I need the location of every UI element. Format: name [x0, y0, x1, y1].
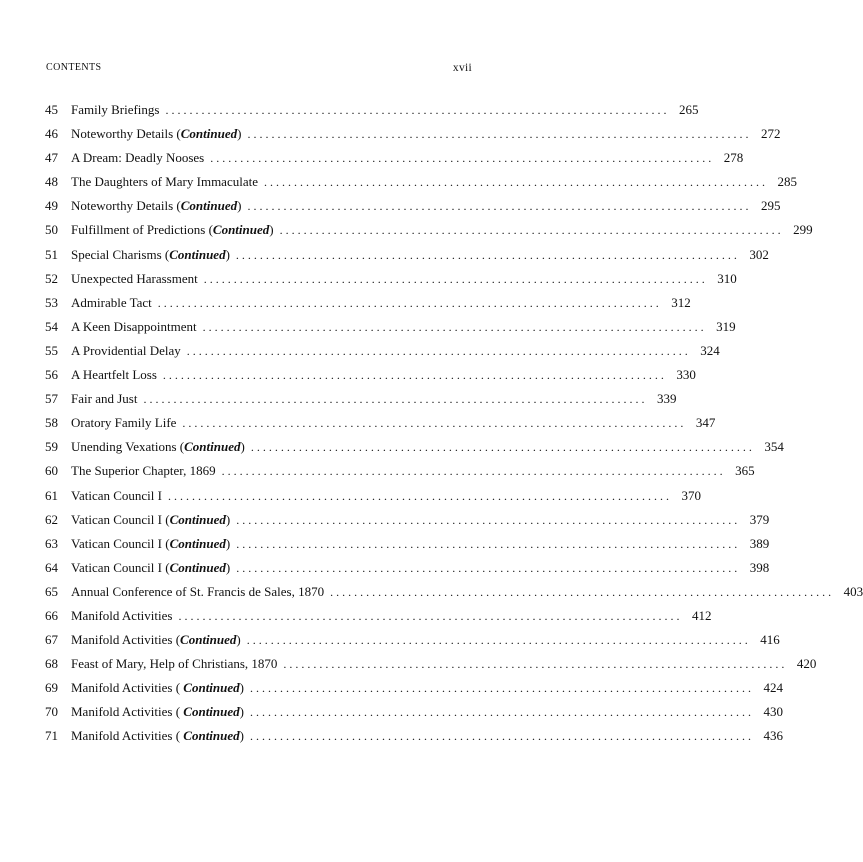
chapter-title-text: Fair and Just — [71, 391, 138, 407]
toc-entry — [45, 98, 699, 122]
chapter-title-text: A Heartfelt Loss — [71, 367, 157, 383]
toc-entry — [45, 676, 783, 700]
chapter-number: 62 — [45, 511, 58, 527]
chapter-title — [71, 652, 277, 676]
chapter-number: 50 — [45, 222, 58, 238]
chapter-page-number: 365 — [735, 463, 755, 479]
dot-leader — [204, 267, 705, 291]
toc-entry — [45, 652, 817, 676]
chapter-page-number: 310 — [717, 270, 737, 286]
dot-leader — [236, 532, 737, 556]
chapter-title — [71, 243, 230, 267]
chapter-number: 63 — [45, 535, 58, 551]
chapter-title-text: Manifold Activities ( — [71, 680, 184, 696]
chapter-title — [71, 170, 258, 194]
dot-leader — [168, 484, 669, 508]
chapter-title-text: Manifold Activities ( — [71, 704, 184, 720]
dot-leader — [247, 122, 748, 146]
toc-entry — [45, 724, 783, 748]
chapter-page-number: 424 — [763, 680, 783, 696]
dot-leader — [182, 411, 683, 435]
dot-leader — [251, 435, 752, 459]
chapter-number: 47 — [45, 150, 58, 166]
chapter-number: 67 — [45, 632, 58, 648]
chapter-title — [71, 532, 230, 556]
chapter-title-text: Admirable Tact — [71, 294, 152, 310]
chapter-page-number: 295 — [760, 198, 781, 214]
toc-entry — [45, 387, 677, 411]
chapter-title — [71, 411, 176, 435]
chapter-page-number: 312 — [671, 294, 691, 310]
dot-leader — [143, 387, 644, 411]
chapter-title — [71, 556, 230, 580]
dot-leader — [250, 676, 751, 700]
chapter-title-text: Manifold Activities ( — [71, 728, 184, 744]
chapter-title — [71, 146, 204, 170]
chapter-title-close: ) — [237, 126, 242, 142]
running-head — [46, 62, 472, 78]
chapter-number: 51 — [45, 246, 58, 262]
chapter-title-close: ) — [239, 728, 244, 744]
chapter-title-continued: Continued — [180, 198, 238, 214]
chapter-title-text: Oratory Family Life — [71, 415, 177, 431]
chapter-title — [71, 218, 274, 242]
chapter-title — [71, 459, 216, 483]
chapter-title — [71, 363, 157, 387]
chapter-title — [71, 387, 137, 411]
chapter-page-number: 389 — [749, 535, 770, 551]
chapter-title — [71, 122, 241, 146]
chapter-page-number: 302 — [749, 246, 769, 262]
chapter-page-number: 403 — [843, 583, 863, 599]
toc-entry — [45, 170, 797, 194]
chapter-number: 57 — [45, 391, 58, 407]
chapter-title — [71, 435, 245, 459]
chapter-number: 59 — [45, 439, 58, 455]
chapter-title-text: Noteworthy Details ( — [71, 198, 181, 214]
chapter-title-continued: Continued — [169, 535, 226, 551]
chapter-title-continued: Continued — [169, 246, 226, 262]
chapter-number: 45 — [45, 102, 58, 117]
chapter-number: 70 — [45, 704, 58, 720]
chapter-title — [71, 194, 241, 218]
chapter-title-continued: Continued — [184, 439, 241, 455]
running-head-title: CONTENTS — [46, 62, 102, 73]
chapter-title-text: Feast of Mary, Help of Christians, 1870 — [71, 656, 278, 672]
dot-leader — [178, 604, 679, 628]
chapter-title-text: Manifold Activities — [71, 607, 173, 623]
chapter-page-number: 265 — [678, 102, 699, 117]
chapter-page-number: 278 — [723, 150, 744, 166]
chapter-title-continued: Continued — [183, 704, 240, 720]
toc-entry — [45, 435, 784, 459]
chapter-number: 60 — [45, 463, 58, 479]
chapter-title-close: ) — [239, 704, 244, 720]
chapter-title — [71, 484, 162, 508]
chapter-title-close: ) — [237, 198, 242, 214]
chapter-title-text: A Providential Delay — [71, 342, 181, 358]
chapter-title-continued: Continued — [180, 632, 237, 648]
chapter-page-number: 430 — [763, 704, 783, 720]
dot-leader — [250, 724, 751, 748]
table-of-contents — [45, 98, 863, 749]
dot-leader — [330, 580, 831, 604]
chapter-title — [71, 98, 159, 122]
page-number: xvii — [452, 62, 472, 74]
chapter-number: 65 — [45, 583, 58, 599]
dot-leader — [264, 170, 765, 194]
chapter-title-text: Vatican Council I ( — [71, 511, 170, 527]
dot-leader — [158, 291, 659, 315]
chapter-title-text: Fulfillment of Predictions ( — [71, 222, 213, 238]
chapter-title — [71, 676, 244, 700]
toc-entry — [45, 459, 755, 483]
chapter-title-text: Family Briefings — [71, 102, 160, 117]
chapter-title-close: ) — [225, 535, 231, 551]
chapter-title-continued: Continued — [183, 680, 240, 696]
toc-entry — [45, 267, 737, 291]
chapter-title-close: ) — [225, 559, 231, 575]
chapter-page-number: 330 — [676, 367, 696, 383]
toc-entry — [45, 628, 780, 652]
dot-leader — [163, 363, 664, 387]
dot-leader — [236, 508, 737, 532]
chapter-title — [71, 291, 152, 315]
chapter-page-number: 324 — [700, 342, 720, 358]
chapter-title-continued: Continued — [212, 222, 270, 238]
chapter-title-text: Manifold Activities ( — [71, 632, 181, 648]
dot-leader — [210, 146, 711, 170]
chapter-number: 58 — [45, 415, 58, 431]
dot-leader — [236, 243, 737, 267]
chapter-number: 64 — [45, 559, 58, 575]
chapter-number: 66 — [45, 607, 58, 623]
dot-leader — [247, 194, 748, 218]
chapter-page-number: 285 — [777, 174, 797, 190]
chapter-title — [71, 267, 198, 291]
chapter-title — [71, 315, 197, 339]
toc-entry — [45, 484, 701, 508]
chapter-page-number: 370 — [681, 487, 701, 503]
chapter-title-close: ) — [239, 680, 244, 696]
chapter-title-text: The Daughters of Mary Immaculate — [71, 174, 258, 190]
chapter-page-number: 319 — [716, 318, 736, 334]
chapter-title-continued: Continued — [169, 511, 226, 527]
chapter-title — [71, 628, 241, 652]
chapter-page-number: 272 — [760, 126, 781, 142]
chapter-title — [71, 339, 181, 363]
dot-leader — [187, 339, 688, 363]
chapter-title-text: Vatican Council I ( — [71, 535, 170, 551]
chapter-title-close: ) — [269, 222, 274, 238]
chapter-title-text: The Superior Chapter, 1869 — [71, 463, 216, 479]
toc-entry — [45, 411, 716, 435]
chapter-title-continued: Continued — [180, 126, 238, 142]
chapter-number: 61 — [45, 487, 58, 503]
toc-entry — [45, 122, 781, 146]
dot-leader — [247, 628, 748, 652]
chapter-page-number: 412 — [691, 607, 712, 623]
chapter-title-text: Vatican Council I ( — [71, 559, 170, 575]
chapter-number: 46 — [45, 126, 58, 142]
chapter-title — [71, 604, 172, 628]
chapter-title — [71, 580, 324, 604]
chapter-title-text: Noteworthy Details ( — [71, 126, 181, 142]
toc-entry — [45, 146, 744, 170]
chapter-number: 53 — [45, 294, 58, 310]
chapter-title-text: Unexpected Harassment — [71, 270, 198, 286]
toc-entry — [45, 315, 736, 339]
toc-entry — [45, 532, 770, 556]
chapter-title-continued: Continued — [183, 728, 240, 744]
chapter-title-text: Annual Conference of St. Francis de Sales, 1870 — [71, 583, 325, 599]
chapter-title-text: Special Charisms ( — [71, 246, 170, 262]
chapter-page-number: 379 — [749, 511, 770, 527]
chapter-title-close: ) — [240, 439, 245, 455]
toc-entry — [45, 580, 863, 604]
chapter-number: 54 — [45, 318, 58, 334]
toc-entry — [45, 508, 770, 532]
dot-leader — [236, 556, 737, 580]
dot-leader — [222, 459, 723, 483]
chapter-title-close: ) — [225, 511, 231, 527]
chapter-page-number: 420 — [796, 656, 817, 672]
chapter-number: 52 — [45, 270, 58, 286]
toc-entry — [45, 700, 783, 724]
chapter-title — [71, 724, 244, 748]
toc-entry — [45, 556, 770, 580]
chapter-title — [71, 508, 230, 532]
chapter-number: 49 — [45, 198, 58, 214]
chapter-page-number: 354 — [764, 439, 784, 455]
chapter-number: 48 — [45, 174, 58, 190]
toc-entry — [45, 218, 813, 242]
chapter-number: 55 — [45, 342, 58, 358]
dot-leader — [250, 700, 751, 724]
chapter-number: 69 — [45, 680, 58, 696]
toc-entry — [45, 291, 691, 315]
dot-leader — [203, 315, 704, 339]
chapter-page-number: 347 — [695, 415, 716, 431]
toc-entry — [45, 363, 696, 387]
chapter-title-text: Unending Vexations ( — [71, 439, 185, 455]
chapter-page-number: 436 — [763, 728, 783, 744]
chapter-number: 56 — [45, 367, 58, 383]
dot-leader — [283, 652, 784, 676]
dot-leader — [165, 98, 666, 122]
chapter-page-number: 398 — [749, 559, 770, 575]
toc-entry — [45, 194, 781, 218]
toc-entry — [45, 339, 720, 363]
toc-entry — [45, 243, 769, 267]
chapter-page-number: 416 — [760, 632, 780, 648]
chapter-number: 68 — [45, 656, 58, 672]
chapter-title-close: ) — [225, 246, 230, 262]
chapter-title-close: ) — [236, 632, 241, 648]
dot-leader — [280, 218, 781, 242]
chapter-title-continued: Continued — [169, 559, 226, 575]
toc-entry — [45, 604, 712, 628]
chapter-page-number: 299 — [793, 222, 813, 238]
chapter-title-text: Vatican Council I — [71, 487, 162, 503]
chapter-title-text: A Keen Disappointment — [71, 318, 197, 334]
chapter-title-text: A Dream: Deadly Nooses — [71, 150, 205, 166]
chapter-number: 71 — [45, 728, 58, 744]
chapter-title — [71, 700, 244, 724]
chapter-page-number: 339 — [656, 391, 677, 407]
